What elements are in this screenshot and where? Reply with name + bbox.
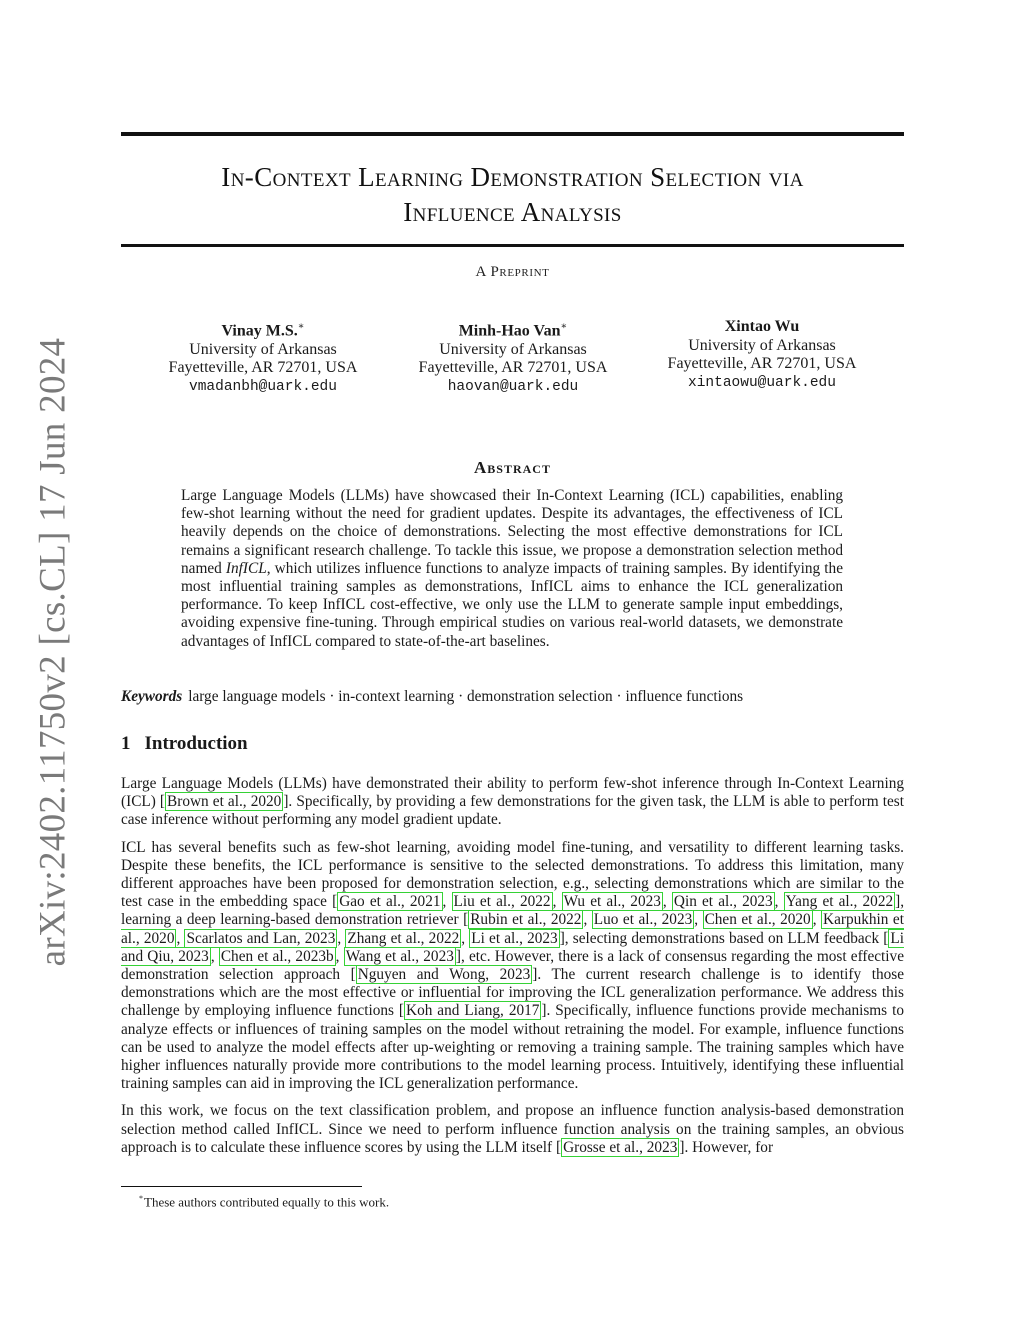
title-rule-top — [121, 132, 904, 136]
author-3 — [637, 318, 887, 392]
footnote — [139, 1191, 389, 1209]
citation-link[interactable]: Wang et al., 2023 — [345, 947, 454, 965]
citation-link[interactable]: Scarlatos and Lan, 2023 — [186, 929, 336, 947]
citation-link[interactable]: Chen et al., 2020 — [704, 911, 811, 929]
author-address: Fayetteville, AR 72701, USA — [418, 359, 608, 377]
author-email[interactable]: vmadanbh@uark.edu — [189, 378, 337, 395]
author-address: Fayetteville, AR 72701, USA — [168, 359, 358, 377]
method-name: InfICL — [225, 559, 267, 577]
keywords-line — [121, 688, 904, 706]
citation-link[interactable]: Wu et al., 2023 — [563, 893, 661, 911]
citation-link[interactable]: Karpukhin et al., 2020 — [121, 911, 904, 947]
citation-link[interactable]: Brown et al., 2020 — [167, 793, 282, 811]
keywords-text: large language models · in-context learning · demonstration selection · influence functions — [188, 688, 744, 705]
citation-link[interactable]: Qin et al., 2023 — [673, 893, 773, 911]
author-affiliation: University of Arkansas — [688, 336, 836, 354]
section-title: Introduction — [144, 733, 248, 754]
abstract-heading: Abstract — [474, 458, 551, 477]
footnote-rule — [121, 1186, 362, 1187]
title-line-1: In-Context Learning Demonstration Selection via — [221, 162, 804, 192]
author-email[interactable]: haovan@uark.edu — [447, 378, 579, 395]
author-2 — [388, 318, 638, 396]
body-text — [121, 775, 904, 1166]
citation-link[interactable]: Nguyen and Wong, 2023 — [357, 966, 531, 984]
author-name: Xintao Wu — [724, 318, 800, 335]
author-address: Fayetteville, AR 72701, USA — [667, 355, 857, 372]
keywords-label: Keywords — [121, 688, 183, 705]
paragraph-2: ICL has several benefits such as few-shot learning, avoiding model fine-tuning, and versatility to different learning tasks. Despite these benefits, the ICL performance is sensitive to the selected demonstrations. To address this limitation, many different approaches have been proposed for demonstration selection, e.g., selecting demonstrations which are similar to the test case in the embedding space [ Gao et al., 2021 , Liu et al., 2022 , Wu et al., 2023 , Qin et al., 2023 , Yang et al., 2022 ], learning a deep learning-based demonstration retriever [ Rubin et al., 2022 , Luo et al., 2023 , Chen et al., 2020 , Karpukhin et al., 2020 , Scarlatos and Lan, 2023 , Zhang et al., 2022 , Li et al., 2023 ], selecting demonstrations based on LLM feedback [ Li and Qiu, 2023 , Chen et al., 2023b , Wang et al., 2023 ], etc. However, there is a lack of consensus regarding the most effective demonstration selection approach [ Nguyen and Wong, 2023 ]. The current research challenge is to identify those demonstrations which are the most effective or influential for improving the ICL generalization performance. We address this challenge by employing influence functions [ Koh and Liang, 2017 ]. Specifically, influence functions provide mechanisms to analyze effects or influences of training samples on the model without retraining the model. For example, influence functions can be used to analyze the model effects after up-weighting or removing a training sample. The training samples which have higher influences naturally provide more contributions to the model learning process. Intuitively, identifying these influential training samples can aid in improving the ICL generalization performance. — [121, 838, 905, 1093]
paragraph-1: Large Language Models (LLMs) have demonstrated their ability to perform few-shot inference through In-Context Learning (ICL) [ Brown et al., 2020 ]. Specifically, by providing a few demonstrations for the given task, the LLM is able to perform test case inference without performing any model gradient update. — [121, 775, 904, 829]
author-affiliation: University of Arkansas — [439, 340, 587, 358]
author-email[interactable]: xintaowu@uark.edu — [688, 374, 836, 391]
section-heading — [121, 733, 248, 755]
citation-link[interactable]: Li et al., 2023 — [471, 929, 558, 947]
citation-link[interactable]: Koh and Liang, 2017 — [406, 1002, 540, 1020]
arxiv-identifier: arXiv:2402.11750v2 [cs.CL] 17 Jun 2024 — [32, 337, 74, 967]
citation-link[interactable]: Li and Qiu, 2023 — [121, 929, 904, 965]
paper-title — [121, 160, 904, 230]
citation-link[interactable]: Chen et al., 2023b — [220, 947, 334, 965]
author-name: Minh-Hao Van — [458, 322, 561, 340]
citation-link[interactable]: Luo et al., 2023 — [593, 911, 693, 929]
author-affiliation: University of Arkansas — [189, 340, 337, 358]
footnote-text: These authors contributed equally to this work. — [144, 1194, 390, 1210]
footnote-mark: * — [139, 1194, 143, 1203]
citation-link[interactable]: Zhang et al., 2022 — [347, 929, 460, 947]
title-rule-bottom — [121, 244, 904, 247]
author-1 — [138, 318, 388, 396]
citation-link[interactable]: Rubin et al., 2022 — [470, 911, 582, 929]
abstract-text: Large Language Models (LLMs) have showcased their In-Context Learning (ICL) capabilities, enabling few-shot learning without the need for gradient updates. Despite its advantages, the effectiveness of ICL heavily depends on the choice of demonstrations. Selecting the most effective demonstrations for ICL remains a significant research challenge. To tackle this issue, we propose a demonstration selection method named InfICL, which utilizes influence functions to analyze impacts of training samples. By identifying the most influential training samples as demonstrations, InfICL aims to enhance the ICL generalization performance. To keep InfICL cost-effective, we only use the LLM to generate sample input embeddings, avoiding expensive fine-tuning. Through empirical studies on various real-world datasets, we demonstrate advantages of InfICL compared to state-of-the-art baselines. — [181, 487, 843, 650]
author-name: Vinay M.S. — [221, 322, 298, 340]
section-number: 1 — [121, 733, 131, 754]
citation-link[interactable]: Liu et al., 2022 — [453, 893, 551, 911]
preprint-label: A Preprint — [475, 264, 550, 280]
title-line-2: Influence Analysis — [403, 197, 622, 227]
paragraph-3: In this work, we focus on the text classification problem, and propose an influence function analysis-based demonstration selection method called InfICL. Since we need to perform influence function analysis on the training samples, an obvious approach is to calculate these influence scores by using the LLM itself [ Grosse et al., 2023 ]. However, for — [121, 1102, 904, 1156]
citation-link[interactable]: Gao et al., 2021 — [339, 893, 441, 911]
citation-link[interactable]: Yang et al., 2022 — [785, 893, 894, 911]
citation-link[interactable]: Grosse et al., 2023 — [563, 1138, 678, 1156]
equal-contribution-mark: ∗ — [560, 321, 568, 332]
equal-contribution-mark: ∗ — [297, 321, 305, 332]
